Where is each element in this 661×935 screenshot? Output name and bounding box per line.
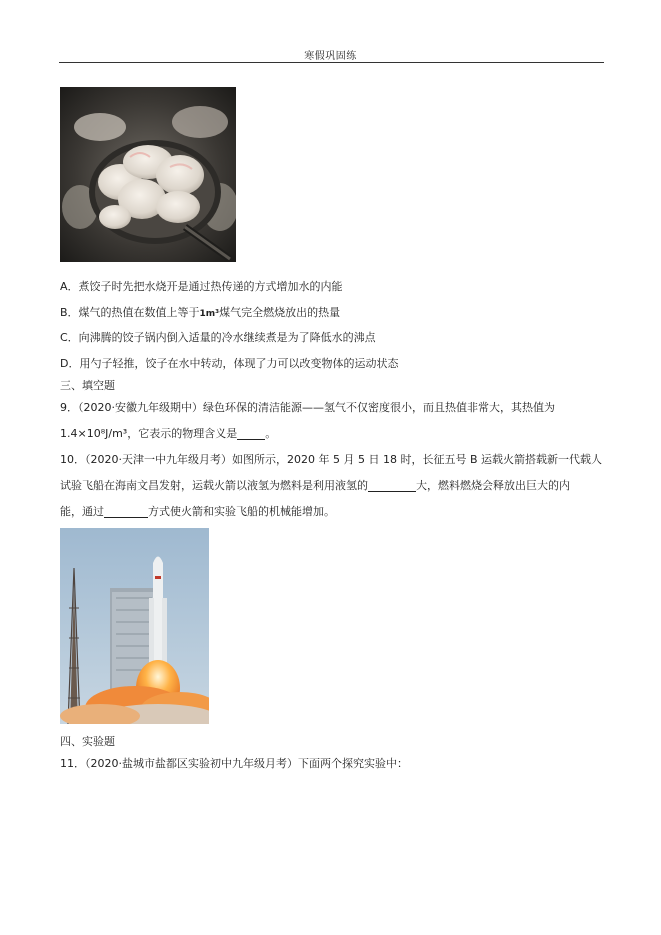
answer-blank[interactable] [237,427,265,440]
question-10-line1: 10．（2020·天津一中九年级月考）如图所示，2020 年 5 月 5 日 18 时，长征五号 B 运载火箭搭载新一代载人 [60,453,602,466]
option-b [60,304,340,320]
answer-blank[interactable] [368,479,416,492]
rocket-launch-photo [60,528,209,724]
question-10-text: 试验飞船在海南文昌发射，运载火箭以液氢为燃料是利用液氢的 [60,479,368,492]
answer-blank[interactable] [104,505,148,518]
option-b-tail: 煤气完全燃烧放出的热量 [219,306,341,319]
option-b-unit: 1m³ [199,309,220,319]
option-d: D．用勺子轻推，饺子在水中转动，体现了力可以改变物体的运动状态 [60,357,399,370]
question-10-line2 [60,477,570,493]
option-a: A．煮饺子时先把水烧开是通过热传递的方式增加水的内能 [60,280,343,293]
question-10-line3 [60,503,335,519]
question-10-text-after: 大，燃料燃烧会释放出巨大的内 [416,479,570,492]
question-9-line1: 9．（2020·安徽九年级期中）绿色环保的清洁能源——氢气不仅密度很小，而且热值非常大，其热值为 [60,401,555,414]
page-header-title: 寒假巩固练 [304,51,357,62]
question-11-line1: 11．（2020·盐城市盐都区实验初中九年级月考）下面两个探究实验中： [60,757,408,770]
option-c: C．向沸腾的饺子锅内倒入适量的冷水继续煮是为了降低水的沸点 [60,331,376,344]
question-10-text-after: 方式使火箭和实验飞船的机械能增加。 [148,505,335,518]
option-b-text: B．煤气的热值在数值上等于 [60,306,200,319]
question-9-end: 。 [265,427,277,440]
section-experiment-title: 四、实验题 [60,735,115,748]
section-fill-in-title: 三、填空题 [60,379,115,392]
question-9-text: 1.4×10⁸J/m³，它表示的物理含义是 [60,427,238,440]
question-9-line2 [60,425,276,441]
dumplings-photo [60,87,236,262]
question-10-text: 能，通过 [60,505,104,518]
header-rule [59,62,604,63]
